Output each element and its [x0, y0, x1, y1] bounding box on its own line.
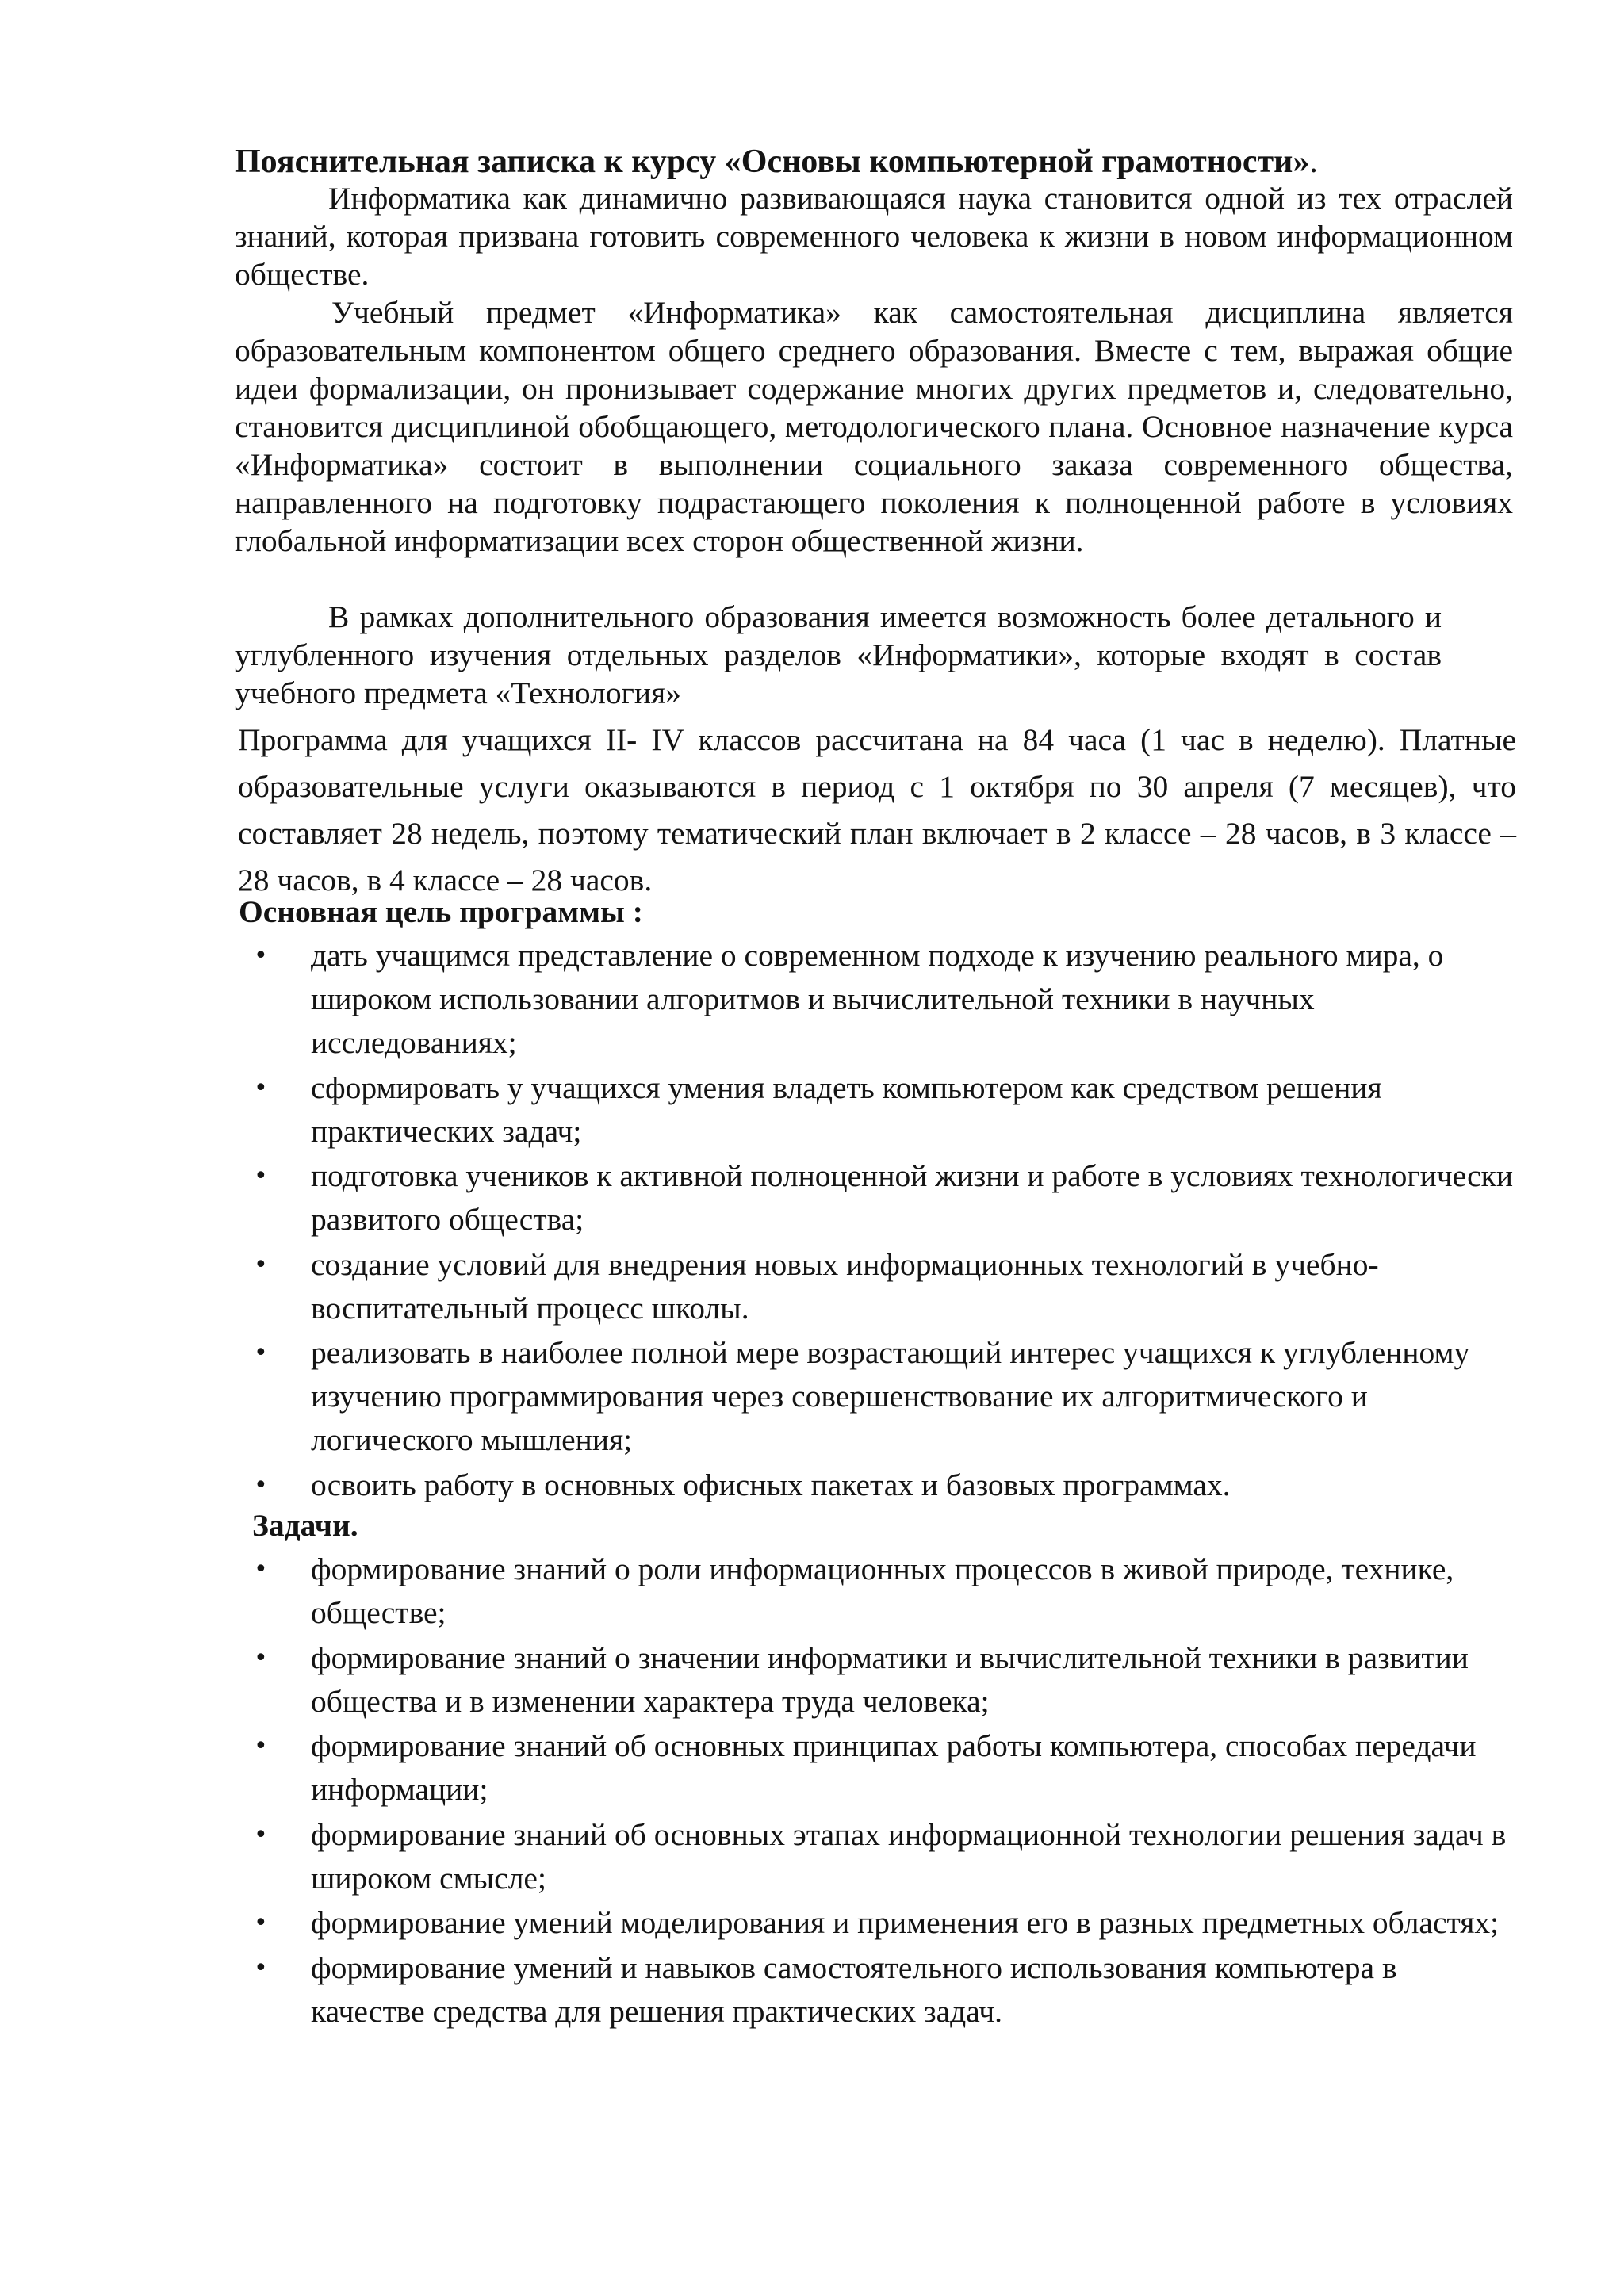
list-item	[0, 1946, 1516, 2034]
bullet-icon: •	[254, 1556, 268, 1583]
bullet-icon: •	[254, 1250, 268, 1279]
goal-text: дать учащимся представление о современном подходе к изучению реального мира, о широком использовании алгоритмов и вычислительной техники в научных исследованиях;	[311, 938, 1444, 1060]
list-item	[0, 1813, 1516, 1900]
paragraph-additional-education: В рамках дополнительного образования имеется возможность более детального и углубленного изучения отдельных разделов «Информатики», которые входят в состав учебного предмета «Технология»	[235, 599, 1442, 710]
paragraph-subject: Учебный предмет «Информатика» как самостоятельная дисциплина является образовательным компонентом общего среднего образования. Вместе с тем, выражая общие идеи формализации, он пронизывает содержание многих других предметов и, следовательно, становится дисциплиной обобщающего, методологического плана. Основное назначение курса «Информатика» состоит в выполнении социального заказа современного общества, направленного на подготовку подрастающего поколения к полноценной работе в условиях глобальной информатизации всех сторон общественной жизни.	[235, 295, 1513, 558]
list-item	[0, 1724, 1516, 1812]
bullet-icon: •	[254, 942, 268, 970]
bullet-icon: •	[254, 1073, 268, 1102]
task-text: формирование знаний об основных принципах работы компьютера, способах передачи информации;	[311, 1728, 1477, 1807]
goals-list	[0, 934, 1516, 1508]
list-item	[0, 1066, 1516, 1154]
task-text: формирование умений и навыков самостоятельного использования компьютера в качестве средства для решения практических задач.	[311, 1950, 1397, 2029]
goal-text: освоить работу в основных офисных пакетах и базовых программах.	[311, 1467, 1231, 1502]
goal-text: создание условий для внедрения новых информационных технологий в учебно-воспитательный процесс школы.	[311, 1246, 1379, 1326]
bullet-icon: •	[254, 1162, 268, 1190]
bullet-icon: •	[254, 1954, 268, 1982]
tasks-list	[0, 1548, 1516, 2034]
list-item	[0, 934, 1516, 1065]
bullet-icon: •	[254, 1732, 268, 1760]
list-item	[0, 1548, 1516, 1635]
title-text: Пояснительная записка к курсу «Основы компьютерной грамотности»	[235, 144, 1310, 180]
list-item	[0, 1331, 1516, 1462]
task-text: формирование знаний о значении информатики и вычислительной техники в развитии общества и в изменении характера труда человека;	[311, 1640, 1469, 1719]
goal-heading: Основная цель программы :	[239, 894, 643, 929]
list-item	[0, 1243, 1516, 1330]
task-text: формирование знаний об основных этапах информационной технологии решения задач в широком смысле;	[311, 1816, 1507, 1896]
document-title	[235, 140, 1535, 184]
goal-text: реализовать в наиболее полной мере возрастающий интерес учащихся к углубленному изучению программирования через совершенствование их алгоритмического и логического мышления;	[311, 1335, 1470, 1457]
paragraph-intro: Информатика как динамично развивающаяся наука становится одной из тех отраслей знаний, которая призвана готовить современного человека к жизни в новом информационном обществе.	[235, 181, 1513, 292]
goal-text: подготовка учеников к активной полноценной жизни и работе в условиях технологически развитого общества;	[311, 1158, 1513, 1237]
list-item	[0, 1901, 1516, 1945]
list-item	[0, 1154, 1516, 1242]
bullet-icon: •	[254, 1909, 268, 1937]
tasks-heading: Задачи.	[252, 1508, 358, 1543]
title-period: .	[1309, 144, 1318, 180]
bullet-icon: •	[254, 1820, 268, 1849]
task-text: формирование умений моделирования и применения его в разных предметных областях;	[311, 1905, 1500, 1940]
bullet-icon: •	[254, 1644, 268, 1672]
task-text: формирование знаний о роли информационных процессов в живой природе, технике, обществе;	[311, 1552, 1454, 1630]
bullet-icon: •	[254, 1339, 268, 1367]
bullet-icon: •	[254, 1471, 268, 1499]
goal-text: сформировать у учащихся умения владеть компьютером как средством решения практических задач;	[311, 1070, 1382, 1149]
paragraph-program-hours: Программа для учащихся II- IV классов рассчитана на 84 часа (1 час в неделю). Платные образовательные услуги оказываются в период с 1 октября по 30 апреля (7 месяцев), что составляет 28 недель, поэтому тематический план включает в 2 классе – 28 часов, в 3 классе – 28 часов, в 4 классе – 28 часов.	[238, 722, 1516, 897]
list-item	[0, 1636, 1516, 1724]
list-item	[0, 1464, 1516, 1507]
